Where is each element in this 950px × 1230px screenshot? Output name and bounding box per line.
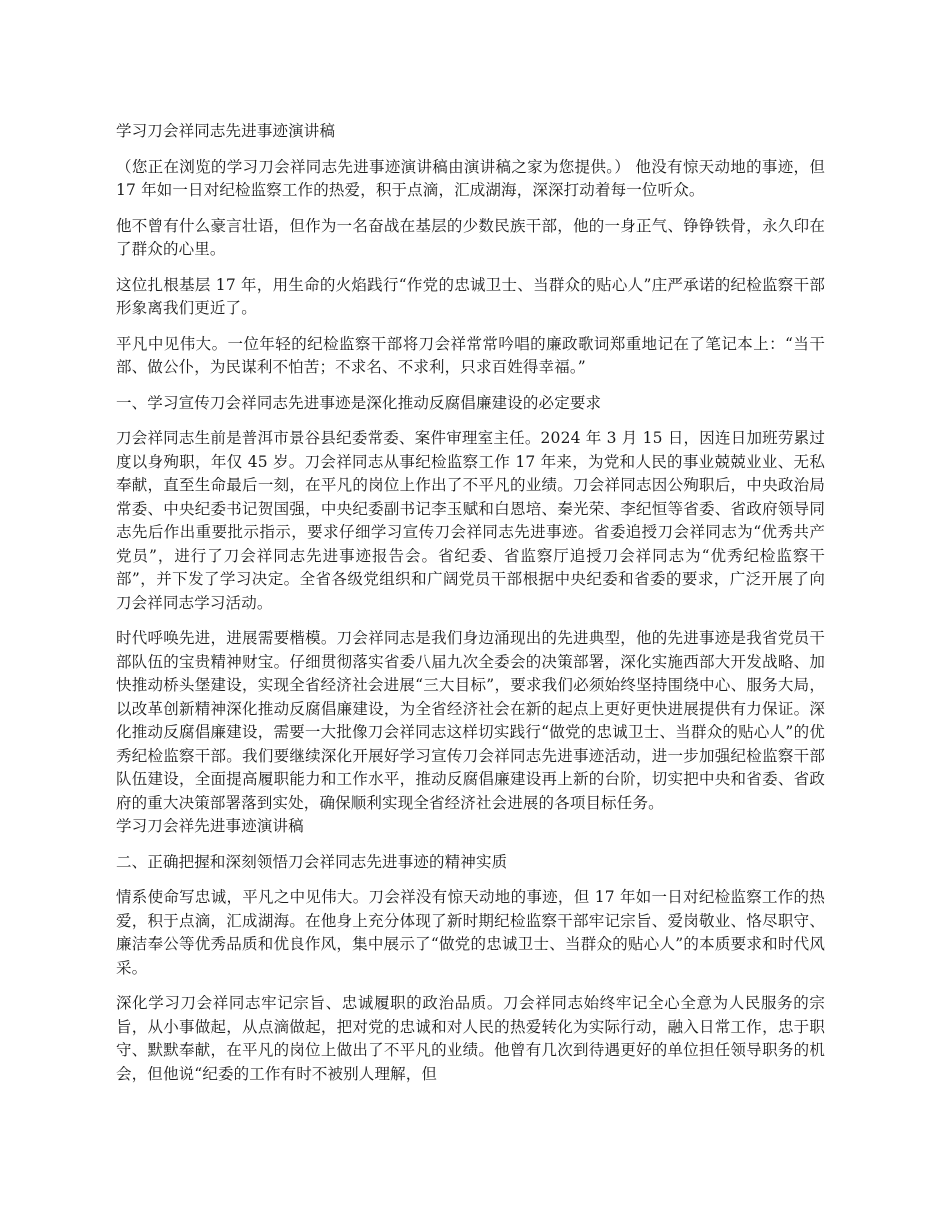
section-1-paragraph-1: 刀会祥同志生前是普洱市景谷县纪委常委、案件审理室主任。2024 年 3 月 15 日，因连日加班劳累过度以身殉职，年仅 45 岁。刀会祥同志从事纪检监察工作 17 年来，为党和人民的事业兢兢业业、无私奉献，直至生命最后一刻，在平凡的岗位上作出了不平凡的业绩。刀会祥同志因公殉职后，中央政治局常委、中央纪委书记贺国强，中央纪委副书记李玉赋和白恩培、秦光荣、李纪恒等省委、省政府领导同志先后作出重要批示指示，要求仔细学习宣传刀会祥同志先进事迹。省委追授刀会祥同志为“优秀共产党员”，进行了刀会祥同志先进事迹报告会。省纪委、省监察厅追授刀会祥同志为“优秀纪检监察干部”，并下发了学习决定。全省各级党组织和广阔党员干部根据中央纪委和省委的要求，广泛开展了向刀会祥同志学习活动。 bbox=[116, 429, 825, 612]
intro-paragraph-2: 他不曾有什么豪言壮语，但作为一名奋战在基层的少数民族干部，他的一身正气、铮铮铁骨，永久印在了群众的心里。 bbox=[116, 216, 825, 258]
section-1-paragraph-2-block bbox=[116, 627, 825, 839]
document-title: 学习刀会祥同志先进事迹演讲稿 bbox=[116, 122, 336, 140]
intro-paragraph-3: 这位扎根基层 17 年，用生命的火焰践行“作党的忠诚卫士、当群众的贴心人”庄严承诺的纪检监察干部形象离我们更近了。 bbox=[116, 275, 825, 317]
section-2-paragraph-2: 深化学习刀会祥同志牢记宗旨、忠诚履职的政治品质。刀会祥同志始终牢记全心全意为人民服务的宗旨，从小事做起，从点滴做起，把对党的忠诚和对人民的热爱转化为实际行动，融入日常工作，忠于职守、默默奉献，在平凡的岗位上做出了不平凡的业绩。他曾有几次到待遇更好的单位担任领导职务的机会，但他说“纪委的工作有时不被别人理解，但 bbox=[116, 994, 825, 1083]
intro-paragraph-4: 平凡中见伟大。一位年轻的纪检监察干部将刀会祥常常吟唱的廉政歌词郑重地记在了笔记本上：“当干部、做公仆，为民谋利不怕苦；不求名、不求利，只求百姓得幸福。” bbox=[116, 334, 825, 376]
section-1-trailing-line: 学习刀会祥先进事迹演讲稿 bbox=[116, 817, 304, 835]
section-2-heading: 二、正确把握和深刻领悟刀会祥同志先进事迹的精神实质 bbox=[116, 852, 508, 871]
section-2-paragraph-1: 情系使命写忠诚，平凡之中见伟大。刀会祥没有惊天动地的事迹，但 17 年如一日对纪检监察工作的热爱，积于点滴，汇成湖海。在他身上充分体现了新时期纪检监察干部牢记宗旨、爱岗敬业、恪尽职守、廉洁奉公等优秀品质和优良作风，集中展示了“做党的忠诚卫士、当群众的贴心人”的本质要求和时代风采。 bbox=[116, 888, 825, 977]
section-1-heading: 一、学习宣传刀会祥同志先进事迹是深化推动反腐倡廉建设的必定要求 bbox=[116, 393, 602, 412]
intro-paragraph-1: （您正在浏览的学习刀会祥同志先进事迹演讲稿由演讲稿之家为您提供。） 他没有惊天动地的事迹，但 17 年如一日对纪检监察工作的热爱，积于点滴，汇成湖海，深深打动着每一位听众。 bbox=[116, 157, 825, 199]
section-1-paragraph-2: 时代呼唤先进，进展需要楷模。刀会祥同志是我们身边涌现出的先进典型，他的先进事迹是我省党员干部队伍的宝贵精神财宝。仔细贯彻落实省委八届九次全委会的决策部署，深化实施西部大开发战略、加快推动桥头堡建设，实现全省经济社会进展“三大目标”，要求我们必须始终坚持围绕中心、服务大局，以改革创新精神深化推动反腐倡廉建设，为全省经济社会在新的起点上更好更快进展提供有力保证。深化推动反腐倡廉建设，需要一大批像刀会祥同志这样切实践行“做党的忠诚卫士、当群众的贴心人”的优秀纪检监察干部。我们要继续深化开展好学习宣传刀会祥同志先进事迹活动，进一步加强纪检监察干部队伍建设，全面提高履职能力和工作水平，推动反腐倡廉建设再上新的台阶，切实把中央和省委、省政府的重大决策部署落到实处，确保顺利实现全省经济社会进展的各项目标任务。 bbox=[116, 629, 825, 812]
